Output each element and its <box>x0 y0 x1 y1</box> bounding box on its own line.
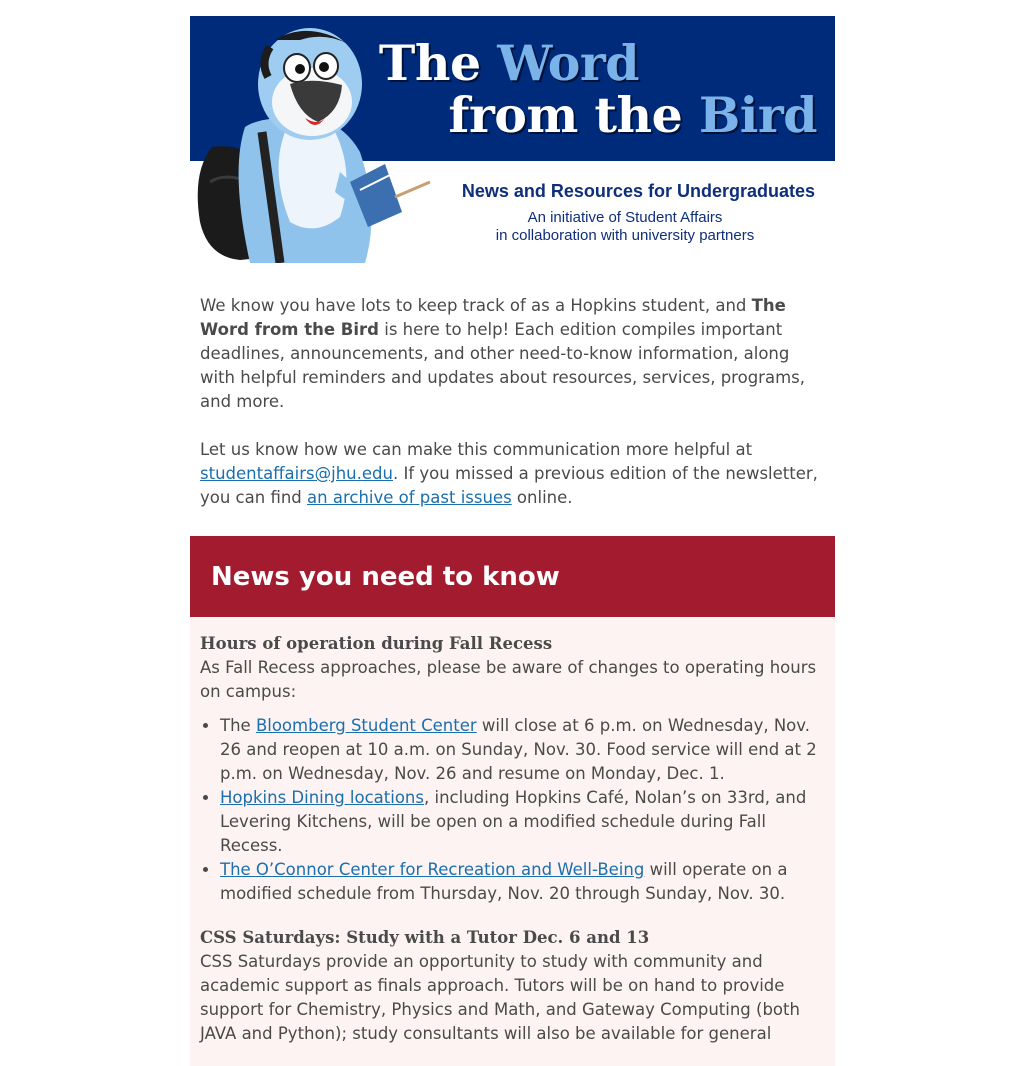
hours-list <box>200 714 825 906</box>
archive-link[interactable]: an archive of past issues <box>307 488 512 507</box>
news-section-body <box>190 617 835 1066</box>
news-item-title: Hours of operation during Fall Recess <box>200 634 553 653</box>
banner-title-line-1: The Word <box>378 34 639 92</box>
banner-subtitle: News and Resources for Undergraduates <box>461 181 815 201</box>
email-link[interactable]: studentaffairs@jhu.edu <box>200 464 393 483</box>
banner-title-line-2: from the Bird <box>448 86 817 144</box>
news-item-body: CSS Saturdays provide an opportunity to study with community and academic support as finals approach. Tutors will be on hand to provide support for Chemistry, Physics and Math, and Gateway Computing (both JAVA and Python); study consultants will also be available for general <box>200 952 800 1043</box>
oconnor-center-link[interactable]: The O’Connor Center for Recreation and Well-Being <box>220 860 645 879</box>
intro-paragraph-1: We know you have lots to keep track of as a Hopkins student, and The Word from the Bird is here to help! Each edition compiles important deadlines, announcements, and other need-to-know information, along with helpful reminders and updates about resources, services, programs, and more. <box>200 296 805 411</box>
news-item-title: CSS Saturdays: Study with a Tutor Dec. 6 and 13 <box>200 928 650 947</box>
dining-locations-link[interactable]: Hopkins Dining locations <box>220 788 424 807</box>
list-item: • The Bloomberg Student Center will close at 6 p.m. on Wednesday, Nov. 26 and reopen at 10 a.m. on Sunday, Nov. 30. Food service will end at 2 p.m. on Wednesday, Nov. 26 and resume on Monday, Dec. 1. <box>220 714 825 786</box>
bloomberg-center-link[interactable]: Bloomberg Student Center <box>255 716 477 735</box>
news-section-header <box>190 536 835 617</box>
news-item-intro: As Fall Recess approaches, please be aware of changes to operating hours on campus: <box>200 658 817 701</box>
list-item: • Hopkins Dining locations, including Hopkins Café, Nolan’s on 33rd, and Levering Kitchens, will be open on a modified schedule during Fall Recess. <box>220 786 825 858</box>
blue-jay-mascot-icon <box>190 22 440 263</box>
news-section-title: News you need to know <box>211 561 560 592</box>
newsletter-banner <box>190 16 835 263</box>
intro-paragraph-2: Let us know how we can make this communication more helpful at studentaffairs@jhu.edu. If you missed a previous edition of the newsletter, you can find an archive of past issues online. <box>200 440 818 507</box>
list-item: • The O’Connor Center for Recreation and Well-Being will operate on a modified schedule from Thursday, Nov. 20 through Sunday, Nov. 30. <box>220 858 825 906</box>
banner-initiative-text: An initiative of Student Affairs in collaboration with university partners <box>495 209 755 244</box>
newsletter <box>190 16 835 1066</box>
intro-section <box>190 294 835 510</box>
